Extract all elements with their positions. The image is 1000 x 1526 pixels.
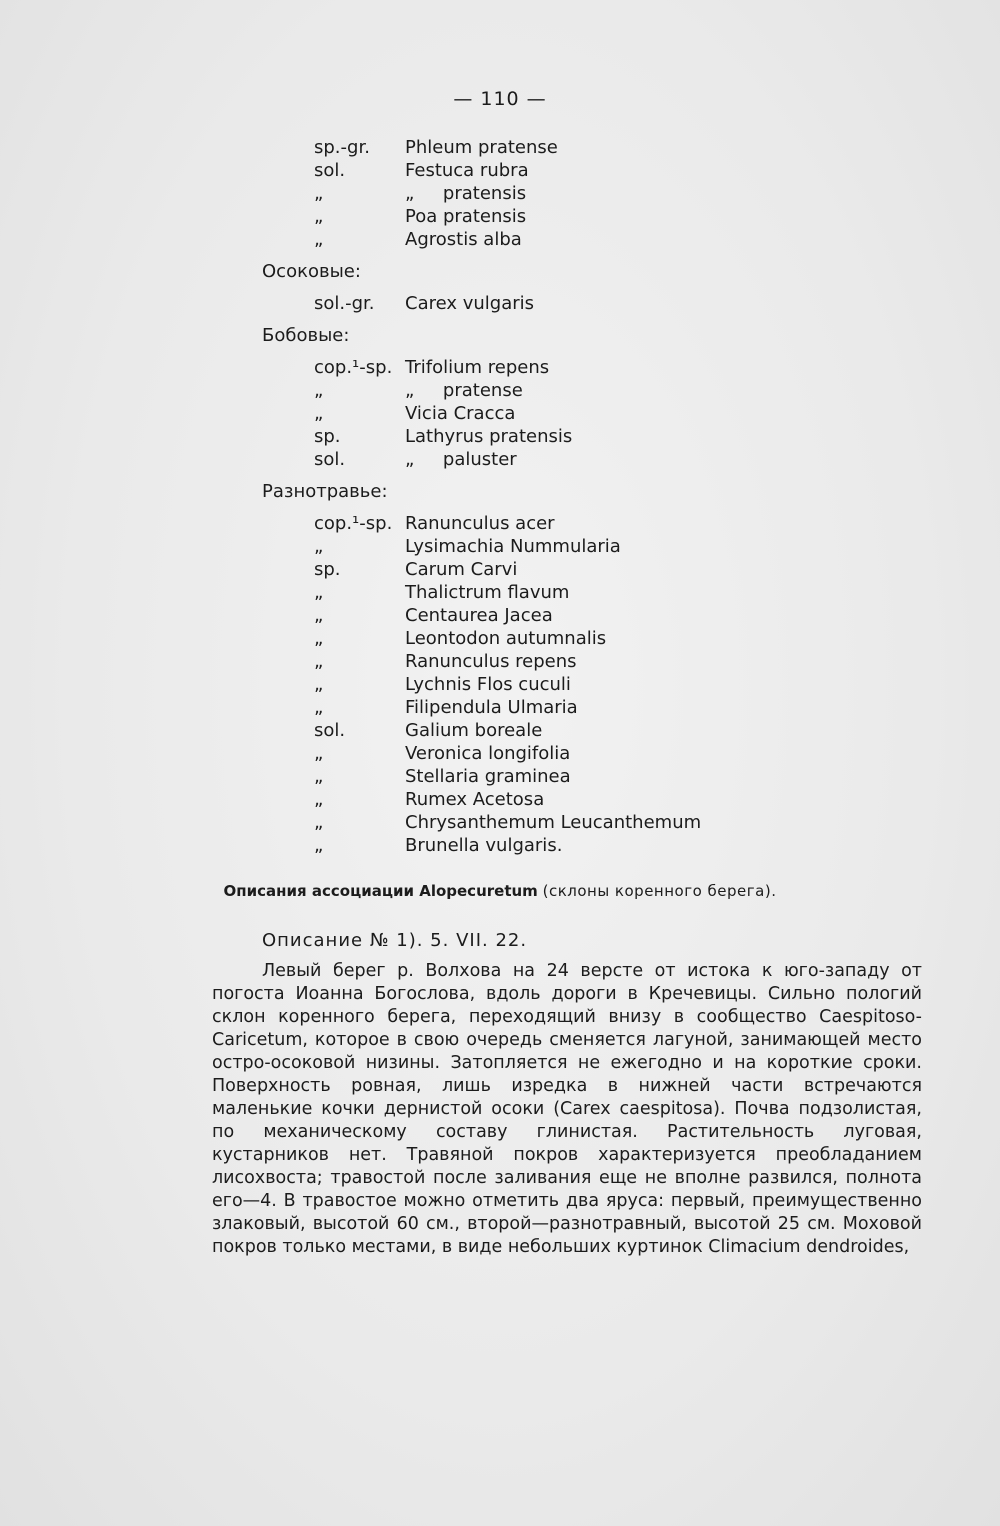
species-row bbox=[0, 742, 1000, 765]
species-name: Trifolium repens bbox=[405, 357, 550, 378]
abundance-mark: „ bbox=[314, 628, 324, 649]
species-name: „ paluster bbox=[405, 449, 517, 470]
species-name: Lathyrus pratensis bbox=[405, 426, 573, 447]
abundance-mark: sol. bbox=[314, 160, 346, 181]
section-heading bbox=[0, 882, 1000, 900]
species-name: Festuca rubra bbox=[405, 160, 529, 181]
abundance-mark: cop.¹-sp. bbox=[314, 357, 393, 378]
species-row bbox=[0, 765, 1000, 788]
abundance-mark: sp. bbox=[314, 426, 341, 447]
species-row bbox=[0, 811, 1000, 834]
species-name: Ranunculus acer bbox=[405, 513, 555, 534]
species-row bbox=[0, 205, 1000, 228]
species-row bbox=[0, 448, 1000, 471]
species-row bbox=[0, 228, 1000, 251]
species-name: Phleum pratense bbox=[405, 137, 558, 158]
species-name: Brunella vulgaris. bbox=[405, 835, 563, 856]
species-row bbox=[0, 512, 1000, 535]
species-name: Chrysanthemum Leucanthemum bbox=[405, 812, 702, 833]
species-row bbox=[0, 834, 1000, 857]
species-row bbox=[0, 356, 1000, 379]
species-row bbox=[0, 673, 1000, 696]
species-row bbox=[0, 402, 1000, 425]
group-heading: Разнотравье: bbox=[262, 481, 388, 502]
abundance-mark: sp. bbox=[314, 559, 341, 580]
abundance-mark: sol. bbox=[314, 449, 346, 470]
abundance-mark: sol.-gr. bbox=[314, 293, 375, 314]
species-name: Rumex Acetosa bbox=[405, 789, 545, 810]
species-row bbox=[0, 535, 1000, 558]
species-list bbox=[0, 136, 1000, 857]
species-name: „ pratensis bbox=[405, 183, 527, 204]
species-name: Stellaria graminea bbox=[405, 766, 571, 787]
species-name: Galium boreale bbox=[405, 720, 543, 741]
section-heading-sub: (склоны коренного берега). bbox=[542, 882, 777, 900]
abundance-mark: „ bbox=[314, 206, 324, 227]
abundance-mark: „ bbox=[314, 812, 324, 833]
abundance-mark: „ bbox=[314, 697, 324, 718]
species-row bbox=[0, 425, 1000, 448]
description-paragraph: Левый берег р. Волхова на 24 версте от истока к юго-западу от погоста Иоанна Богослова, вдоль дороги в Кречевицы. Сильно пологий склон коренного берега, переходящий внизу в сообщество Caespitoso-Caricetum, которое в свою очередь сменяется лагуной, занимающей место остро-осоковой низины. Затопляется не ежегодно и на короткие сроки. Поверхность ровная, лишь изредка в нижней части встречаются маленькие кочки дернистой осоки (Carex caespitosa). Почва подзолистая, по механическому составу глинистая. Растительность луговая, кустарников нет. Травяной покров характеризуется преобладанием лисохвоста; травостой после заливания еще не вполне развился, полнота его—4. В травостое можно отметить два яруса: первый, преимущественно злаковый, высотой 60 см., второй—разнотравный, высотой 25 см. Моховой покров только местами, в виде небольших куртинок Climacium dendroides, bbox=[212, 961, 922, 1257]
species-name: Centaurea Jacea bbox=[405, 605, 553, 626]
species-row bbox=[0, 650, 1000, 673]
species-row bbox=[0, 788, 1000, 811]
abundance-mark: „ bbox=[314, 835, 324, 856]
species-name: Filipendula Ulmaria bbox=[405, 697, 578, 718]
group-heading: Осоковые: bbox=[262, 261, 361, 282]
species-name: „ pratense bbox=[405, 380, 523, 401]
species-row bbox=[0, 581, 1000, 604]
species-row bbox=[0, 292, 1000, 315]
abundance-mark: „ bbox=[314, 766, 324, 787]
abundance-mark: „ bbox=[314, 789, 324, 810]
species-name: Thalictrum flavum bbox=[405, 582, 570, 603]
species-row bbox=[0, 696, 1000, 719]
abundance-mark: „ bbox=[314, 183, 324, 204]
species-row bbox=[0, 182, 1000, 205]
description-title: Описание № 1). 5. VII. 22. bbox=[262, 930, 528, 951]
abundance-mark: „ bbox=[314, 403, 324, 424]
species-name: Vicia Cracca bbox=[405, 403, 516, 424]
species-row bbox=[0, 379, 1000, 402]
species-name: Carex vulgaris bbox=[405, 293, 535, 314]
abundance-mark: „ bbox=[314, 651, 324, 672]
abundance-mark: „ bbox=[314, 582, 324, 603]
species-name: Poa pratensis bbox=[405, 206, 527, 227]
species-name: Ranunculus repens bbox=[405, 651, 577, 672]
abundance-mark: „ bbox=[314, 536, 324, 557]
species-name: Lychnis Flos cuculi bbox=[405, 674, 571, 695]
species-row bbox=[0, 627, 1000, 650]
species-row bbox=[0, 604, 1000, 627]
abundance-mark: „ bbox=[314, 229, 324, 250]
species-name: Carum Carvi bbox=[405, 559, 518, 580]
species-name: Leontodon autumnalis bbox=[405, 628, 607, 649]
species-row bbox=[0, 136, 1000, 159]
species-name: Veronica longifolia bbox=[405, 743, 571, 764]
description-body bbox=[212, 960, 922, 1259]
section-heading-bold: Описания ассоциации Alopecuretum bbox=[223, 882, 538, 900]
abundance-mark: „ bbox=[314, 380, 324, 401]
species-name: Agrostis alba bbox=[405, 229, 522, 250]
species-row bbox=[0, 159, 1000, 182]
abundance-mark: „ bbox=[314, 605, 324, 626]
abundance-mark: sol. bbox=[314, 720, 346, 741]
abundance-mark: „ bbox=[314, 674, 324, 695]
species-name: Lysimachia Nummularia bbox=[405, 536, 621, 557]
species-row bbox=[0, 558, 1000, 581]
abundance-mark: „ bbox=[314, 743, 324, 764]
abundance-mark: cop.¹-sp. bbox=[314, 513, 393, 534]
page-number: — 110 — bbox=[453, 88, 547, 110]
group-heading: Бобовые: bbox=[262, 325, 350, 346]
species-row bbox=[0, 719, 1000, 742]
abundance-mark: sp.-gr. bbox=[314, 137, 370, 158]
